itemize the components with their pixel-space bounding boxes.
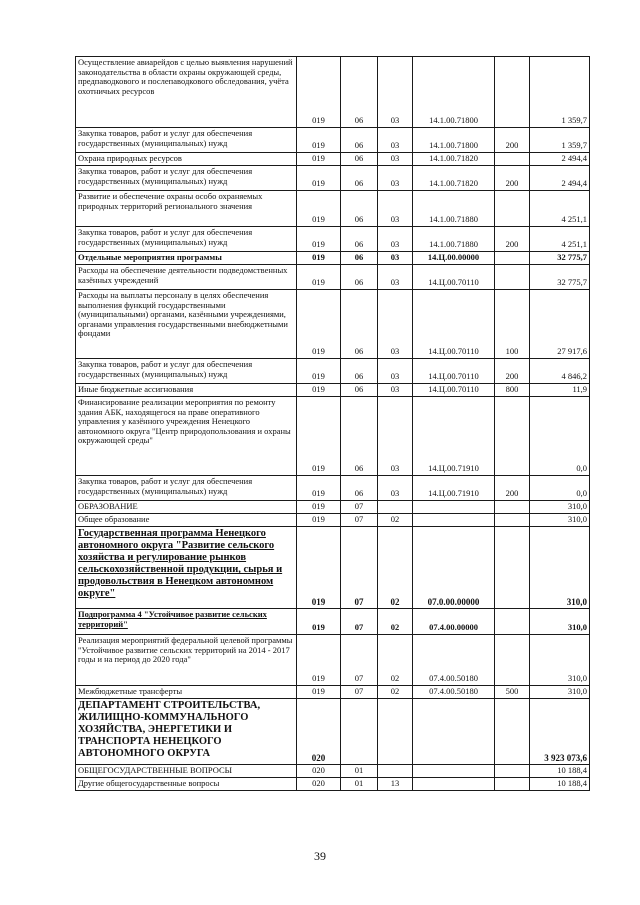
row-name: Межбюджетные трансферты [76, 686, 297, 699]
row-pr [378, 765, 413, 778]
row-vr: 200 [495, 128, 530, 153]
budget-table [75, 56, 590, 791]
row-pr: 03 [378, 166, 413, 191]
row-vr [495, 514, 530, 527]
table-row [76, 527, 590, 609]
row-name: Расходы на выплаты персоналу в целях обеспечения выполнения функций государственными (муниципальными) органами, казёнными учреждениями, органами управления государственными внебюджетными фондами [76, 290, 297, 359]
row-sum: 4 251,1 [530, 227, 590, 252]
row-pr [378, 699, 413, 765]
row-name [76, 609, 297, 635]
table-row [76, 191, 590, 227]
row-csr: 14.Ц.00.70110 [413, 359, 495, 384]
row-rz [341, 699, 378, 765]
row-sum: 310,0 [530, 635, 590, 686]
row-vr: 200 [495, 227, 530, 252]
row-csr [413, 514, 495, 527]
table-row [76, 153, 590, 166]
row-rz: 07 [341, 686, 378, 699]
row-ved: 019 [297, 128, 341, 153]
row-sum: 1 359,7 [530, 57, 590, 128]
row-pr: 03 [378, 191, 413, 227]
row-pr: 03 [378, 252, 413, 265]
row-rz: 07 [341, 501, 378, 514]
row-name: Закупка товаров, работ и услуг для обеспечения государственных (муниципальных) нужд [76, 128, 297, 153]
row-name-text: Государственная программа Ненецкого автономного округа "Развитие сельского хозяйства и регулирование рынков сельскохозяйственной продукции, сырья и продовольствия в Ненецком автономном округе" [78, 528, 283, 600]
row-vr [495, 265, 530, 290]
row-vr [495, 57, 530, 128]
row-pr: 02 [378, 686, 413, 699]
row-rz: 07 [341, 527, 378, 609]
row-name: ДЕПАРТАМЕНТ СТРОИТЕЛЬСТВА, ЖИЛИЩНО-КОММУНАЛЬНОГО ХОЗЯЙСТВА, ЭНЕРГЕТИКИ И ТРАНСПОРТА НЕНЕЦКОГО АВТОНОМНОГО ОКРУГА [76, 699, 297, 765]
row-ved: 020 [297, 778, 341, 791]
table-row [76, 227, 590, 252]
row-csr: 14.Ц.00.70110 [413, 384, 495, 397]
row-vr [495, 609, 530, 635]
row-rz: 06 [341, 153, 378, 166]
table-row [76, 778, 590, 791]
row-sum: 27 917,6 [530, 290, 590, 359]
row-rz: 06 [341, 166, 378, 191]
table-row [76, 501, 590, 514]
row-sum: 11,9 [530, 384, 590, 397]
row-ved: 019 [297, 609, 341, 635]
table-row [76, 57, 590, 128]
row-csr: 07.4.00.50180 [413, 686, 495, 699]
row-vr [495, 765, 530, 778]
row-csr: 14.1.00.71800 [413, 57, 495, 128]
page-number: 39 [314, 849, 326, 863]
row-vr: 200 [495, 359, 530, 384]
row-pr: 03 [378, 227, 413, 252]
row-vr [495, 397, 530, 476]
row-pr: 02 [378, 635, 413, 686]
row-vr [495, 501, 530, 514]
table-row [76, 476, 590, 501]
row-sum: 32 775,7 [530, 265, 590, 290]
row-sum: 10 188,4 [530, 765, 590, 778]
row-csr: 07.0.00.00000 [413, 527, 495, 609]
table-row [76, 765, 590, 778]
table-row [76, 686, 590, 699]
row-vr [495, 252, 530, 265]
row-name: Другие общегосударственные вопросы [76, 778, 297, 791]
table-row [76, 265, 590, 290]
row-sum: 10 188,4 [530, 778, 590, 791]
table-row [76, 359, 590, 384]
row-ved: 019 [297, 227, 341, 252]
row-pr: 03 [378, 290, 413, 359]
row-rz: 06 [341, 265, 378, 290]
row-rz: 06 [341, 384, 378, 397]
row-ved: 019 [297, 384, 341, 397]
row-name: Финансирование реализации мероприятия по ремонту здания АБК, находящегося на праве оперативного управления у казённого учреждения Ненецкого автономного округа "Центр природопользования и охраны окружающей среды" [76, 397, 297, 476]
row-vr: 800 [495, 384, 530, 397]
row-sum: 1 359,7 [530, 128, 590, 153]
row-name: Общее образование [76, 514, 297, 527]
row-pr: 02 [378, 609, 413, 635]
row-csr: 14.Ц.00.70110 [413, 290, 495, 359]
row-csr: 14.Ц.00.71910 [413, 476, 495, 501]
row-pr [378, 501, 413, 514]
row-sum: 4 846,2 [530, 359, 590, 384]
row-rz: 06 [341, 128, 378, 153]
row-pr: 03 [378, 128, 413, 153]
row-sum: 4 251,1 [530, 191, 590, 227]
row-pr: 02 [378, 514, 413, 527]
row-sum: 0,0 [530, 397, 590, 476]
row-csr: 07.4.00.50180 [413, 635, 495, 686]
row-ved: 019 [297, 265, 341, 290]
row-pr: 03 [378, 476, 413, 501]
table-row [76, 514, 590, 527]
row-rz: 06 [341, 476, 378, 501]
row-ved: 019 [297, 397, 341, 476]
row-ved: 019 [297, 635, 341, 686]
row-sum: 310,0 [530, 609, 590, 635]
row-name: Осуществление авиарейдов с целью выявления нарушений законодательства в области охраны окружающей среды, предпаводкового и послепаводкового обследования, учёта охотничьих ресурсов [76, 57, 297, 128]
row-name: Закупка товаров, работ и услуг для обеспечения государственных (муниципальных) нужд [76, 476, 297, 501]
row-sum: 3 923 073,6 [530, 699, 590, 765]
row-sum: 0,0 [530, 476, 590, 501]
row-rz: 07 [341, 609, 378, 635]
row-ved: 019 [297, 153, 341, 166]
row-sum: 32 775,7 [530, 252, 590, 265]
row-name: Развитие и обеспечение охраны особо охраняемых природных территорий регионального значения [76, 191, 297, 227]
row-name: Закупка товаров, работ и услуг для обеспечения государственных (муниципальных) нужд [76, 359, 297, 384]
row-csr: 14.1.00.71800 [413, 128, 495, 153]
row-vr: 500 [495, 686, 530, 699]
row-csr: 14.1.00.71880 [413, 227, 495, 252]
row-pr: 03 [378, 397, 413, 476]
row-ved: 019 [297, 191, 341, 227]
row-pr: 03 [378, 153, 413, 166]
row-ved: 019 [297, 514, 341, 527]
row-name: ОБРАЗОВАНИЕ [76, 501, 297, 514]
table-row [76, 397, 590, 476]
row-rz: 06 [341, 227, 378, 252]
row-name: Закупка товаров, работ и услуг для обеспечения государственных (муниципальных) нужд [76, 227, 297, 252]
table-row [76, 699, 590, 765]
row-rz: 07 [341, 514, 378, 527]
row-name [76, 527, 297, 609]
table-row [76, 635, 590, 686]
row-ved: 019 [297, 359, 341, 384]
row-pr: 02 [378, 527, 413, 609]
row-csr: 14.Ц.00.00000 [413, 252, 495, 265]
table-row [76, 384, 590, 397]
row-ved: 020 [297, 699, 341, 765]
row-vr [495, 778, 530, 791]
row-ved: 020 [297, 765, 341, 778]
row-name-text: Подпрограмма 4 "Устойчивое развитие сельских территорий" [78, 609, 267, 629]
row-name: Иные бюджетные ассигнования [76, 384, 297, 397]
row-rz: 06 [341, 191, 378, 227]
row-name: ОБЩЕГОСУДАРСТВЕННЫЕ ВОПРОСЫ [76, 765, 297, 778]
row-csr: 07.4.00.00000 [413, 609, 495, 635]
row-name: Закупка товаров, работ и услуг для обеспечения государственных (муниципальных) нужд [76, 166, 297, 191]
row-rz: 06 [341, 359, 378, 384]
row-vr [495, 153, 530, 166]
row-ved: 019 [297, 290, 341, 359]
table-row [76, 290, 590, 359]
row-sum: 310,0 [530, 686, 590, 699]
row-name: Охрана природных ресурсов [76, 153, 297, 166]
table-row [76, 252, 590, 265]
row-ved: 019 [297, 686, 341, 699]
row-ved: 019 [297, 252, 341, 265]
row-rz: 06 [341, 252, 378, 265]
table-row [76, 609, 590, 635]
row-csr [413, 699, 495, 765]
row-sum: 310,0 [530, 501, 590, 514]
row-rz: 01 [341, 778, 378, 791]
table-row [76, 166, 590, 191]
row-ved: 019 [297, 476, 341, 501]
row-rz: 06 [341, 397, 378, 476]
row-rz: 07 [341, 635, 378, 686]
row-vr [495, 191, 530, 227]
row-rz: 06 [341, 57, 378, 128]
row-pr: 03 [378, 265, 413, 290]
row-vr: 200 [495, 476, 530, 501]
row-name: Реализация мероприятий федеральной целевой программы "Устойчивое развитие сельских территорий на 2014 - 2017 годы и на период до 2020 года" [76, 635, 297, 686]
row-vr [495, 699, 530, 765]
row-vr [495, 635, 530, 686]
row-vr: 100 [495, 290, 530, 359]
row-sum: 2 494,4 [530, 166, 590, 191]
row-csr [413, 765, 495, 778]
row-name: Расходы на обеспечение деятельности подведомственных казённых учреждений [76, 265, 297, 290]
row-pr: 03 [378, 57, 413, 128]
row-csr: 14.1.00.71820 [413, 166, 495, 191]
table-row [76, 128, 590, 153]
row-ved: 019 [297, 166, 341, 191]
row-pr: 13 [378, 778, 413, 791]
row-ved: 019 [297, 527, 341, 609]
row-sum: 2 494,4 [530, 153, 590, 166]
row-csr: 14.1.00.71820 [413, 153, 495, 166]
row-sum: 310,0 [530, 514, 590, 527]
row-ved: 019 [297, 57, 341, 128]
row-vr [495, 527, 530, 609]
row-sum: 310,0 [530, 527, 590, 609]
row-rz: 01 [341, 765, 378, 778]
row-csr [413, 778, 495, 791]
row-vr: 200 [495, 166, 530, 191]
row-name: Отдельные мероприятия программы [76, 252, 297, 265]
row-pr: 03 [378, 384, 413, 397]
row-csr: 14.Ц.00.71910 [413, 397, 495, 476]
row-csr [413, 501, 495, 514]
row-ved: 019 [297, 501, 341, 514]
row-csr: 14.1.00.71880 [413, 191, 495, 227]
row-csr: 14.Ц.00.70110 [413, 265, 495, 290]
row-pr: 03 [378, 359, 413, 384]
row-rz: 06 [341, 290, 378, 359]
